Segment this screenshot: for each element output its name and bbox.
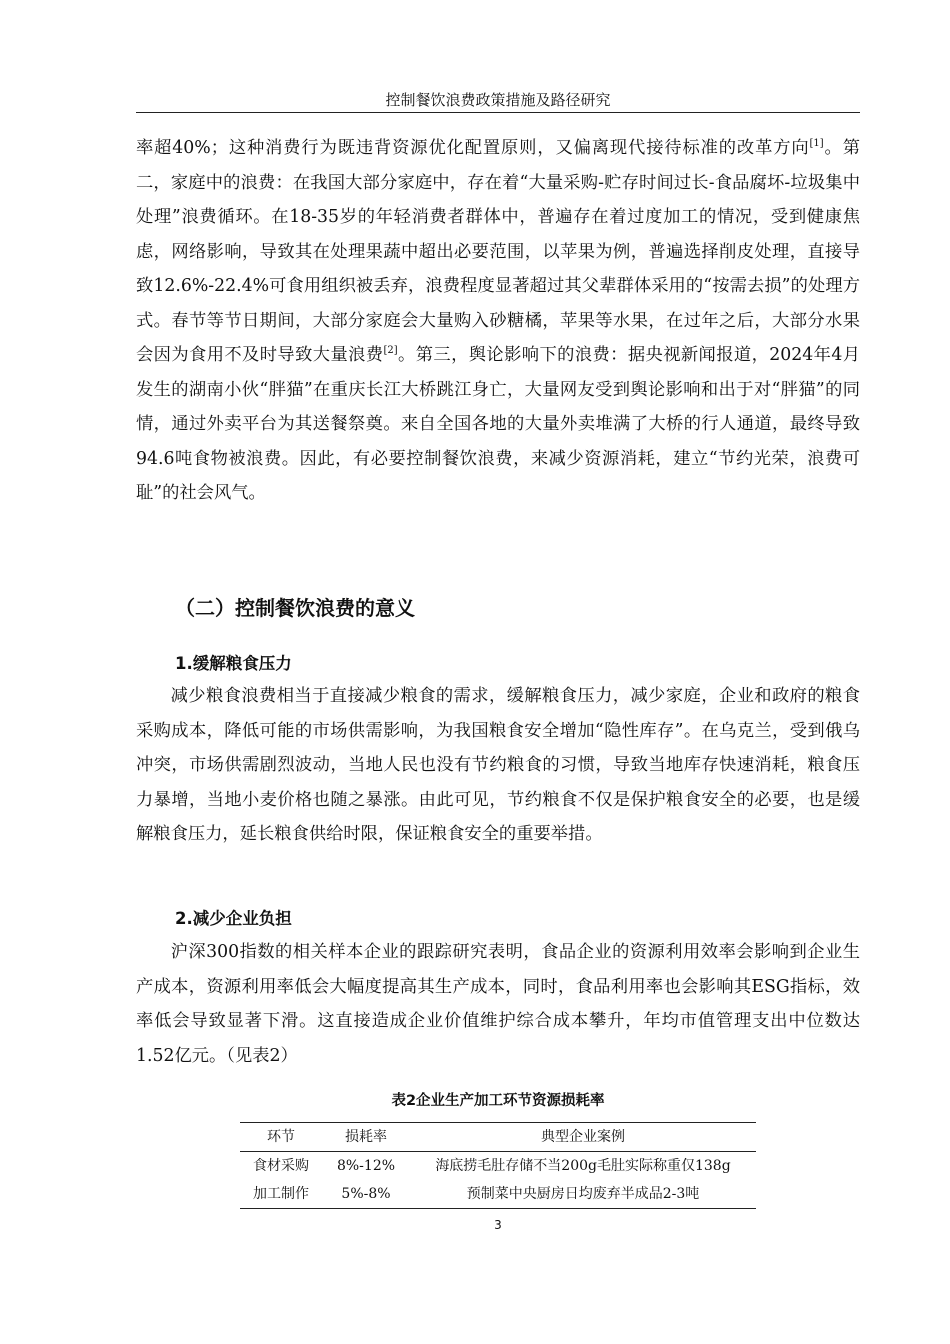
table-cell: 5%-8% <box>322 1180 410 1209</box>
running-header: 控制餐饮浪费政策措施及路径研究 <box>385 91 611 109</box>
table-header-cell: 环节 <box>240 1123 322 1152</box>
table-cell: 8%-12% <box>336 1158 396 1174</box>
paragraph-text-c: 。第三，舆论影响下的浪费：据央视新闻报道，2024年4月发生的湖南小伙“胖猫”在重庆长江大桥跳江身亡，大量网友受到舆论影响和出于对“胖猫”的同情，通过外卖平台为其送餐祭奠。来自全国各地的大量外卖堆满了大桥的行人通道，最终导致94.6吨食物被浪费。因此，有必要控制餐饮浪费，来减少资源消耗，建立“节约光荣，浪费可耻”的社会风气。 <box>136 345 860 503</box>
table-header-row <box>240 1123 756 1152</box>
subsection-heading-1: 1.缓解粮食压力 <box>175 654 292 673</box>
table-row <box>240 1152 756 1181</box>
paragraph-text-b: 。第二，家庭中的浪费：在我国大部分家庭中，存在着“大量采购-贮存时间过长-食品腐坏-垃圾集中处理”浪费循环。在18-35岁的年轻消费者群体中，普遍存在着过度加工的情况，受到健康焦虑，网络影响，导致其在处理果蔬中超出必要范围，以苹果为例，普遍选择削皮处理，直接导致12.6%-22.4%可食用组织被丢弃，浪费程度显著超过其父辈群体采用的“按需去损”的处理方式。春节等节日期间，大部分家庭会大量购入砂糖橘，苹果等水果，在过年之后，大部分水果会因为食用不及时导致大量浪费 <box>136 138 860 365</box>
section-heading: （二）控制餐饮浪费的意义 <box>175 596 415 620</box>
paragraph-text-a: 率超40%；这种消费行为既违背资源优化配置原则，又偏离现代接待标准的改革方向 <box>136 138 810 158</box>
table-caption: 表2企业生产加工环节资源损耗率 <box>391 1093 605 1109</box>
table-cell: 预制菜中央厨房日均废弃半成品2-3吨 <box>410 1180 756 1209</box>
citation-1[interactable]: [1] <box>809 138 824 149</box>
table-cell: 加工制作 <box>240 1180 322 1209</box>
paragraph-enterprise-burden: 沪深300指数的相关样本企业的跟踪研究表明，食品企业的资源利用效率会影响到企业生产成本，资源利用率低会大幅度提高其生产成本，同时，食品利用率也会影响其ESG指标，效率低会导致显著下滑。这直接造成企业价值维护综合成本攀升，年均市值管理支出中位数达1.52亿元。（见表2） <box>136 942 860 1066</box>
header-rule <box>136 112 860 113</box>
citation-2[interactable]: [2] <box>383 345 398 356</box>
table-row <box>240 1180 756 1209</box>
page-number: 3 <box>494 1218 502 1232</box>
subsection-heading-2: 2.减少企业负担 <box>175 909 292 928</box>
table-cell: 食材采购 <box>253 1158 309 1174</box>
paragraph-household-waste <box>136 131 860 511</box>
table-cell: 海底捞毛肚存储不当200g毛肚实际称重仅138g <box>435 1158 731 1174</box>
table-header-cell: 损耗率 <box>322 1123 410 1152</box>
paragraph-food-pressure: 减少粮食浪费相当于直接减少粮食的需求，缓解粮食压力，减少家庭，企业和政府的粮食采购成本，降低可能的市场供需影响，为我国粮食安全增加“隐性库存”。在乌克兰，受到俄乌冲突，市场供需剧烈波动，当地人民也没有节约粮食的习惯，导致当地库存快速消耗，粮食压力暴增，当地小麦价格也随之暴涨。由此可见，节约粮食不仅是保护粮食安全的必要，也是缓解粮食压力，延长粮食供给时限，保证粮食安全的重要举措。 <box>136 686 860 844</box>
resource-loss-table <box>240 1122 756 1209</box>
table-header-cell: 典型企业案例 <box>410 1123 756 1152</box>
